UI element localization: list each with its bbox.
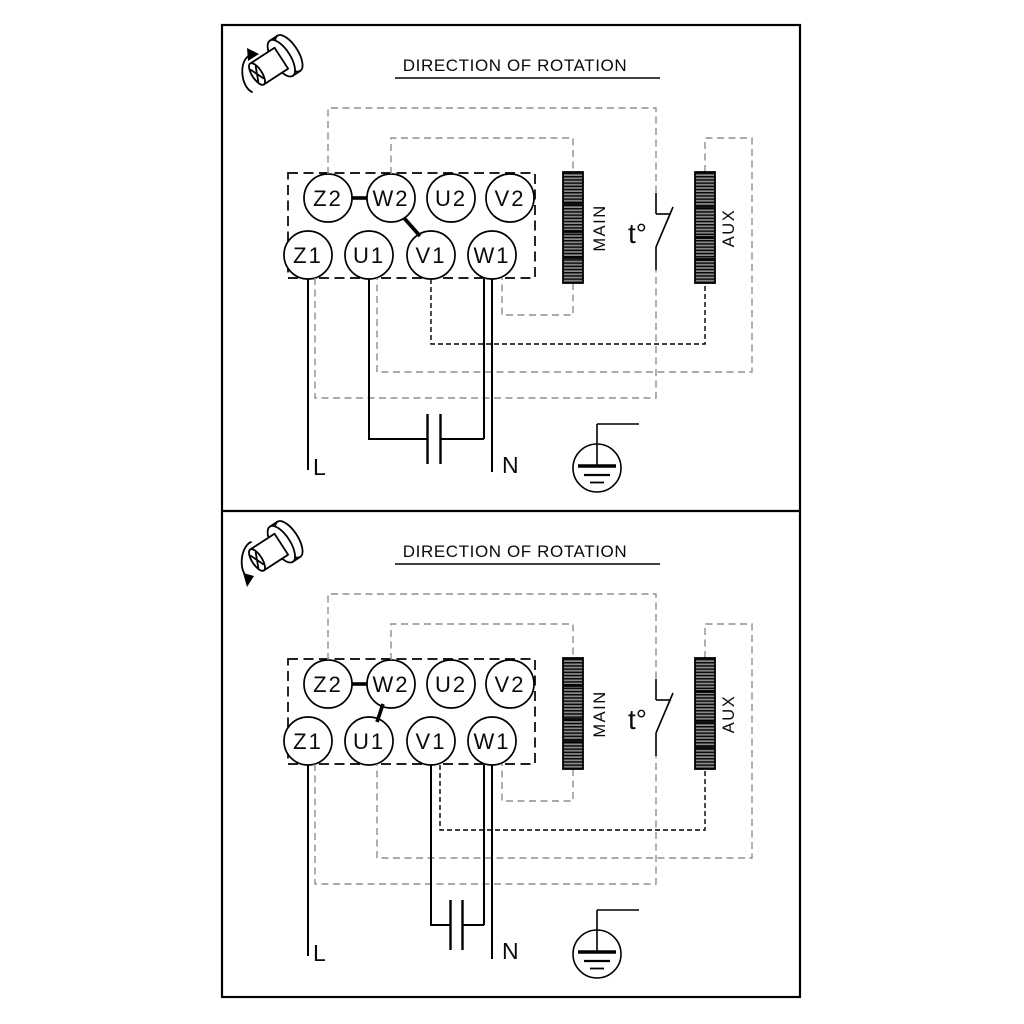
terminal-label-u2: U2	[434, 672, 468, 697]
supply-wiring	[308, 765, 519, 966]
panel-rotation-2	[241, 517, 752, 978]
aux-winding-label: AUX	[720, 208, 738, 248]
thermal-switch-label: t°	[628, 218, 647, 249]
terminal-label-v1: V1	[415, 729, 447, 754]
earth-ground-symbol	[573, 424, 639, 492]
thermal-switch-label: t°	[628, 704, 647, 735]
wire-w2-main-top	[391, 624, 573, 660]
coil-band	[564, 202, 582, 205]
neutral-label: N	[502, 938, 519, 964]
terminal-board	[284, 659, 535, 765]
terminal-label-z1: Z1	[293, 243, 323, 268]
coil-band	[696, 746, 714, 749]
aux-winding-coil	[695, 658, 715, 769]
thermal-switch-blade	[656, 207, 673, 247]
coil-band	[696, 690, 714, 693]
rotation-direction-icon	[241, 517, 307, 587]
wire-z1-thermal-bottom	[315, 756, 656, 884]
terminal-label-w2: W2	[372, 186, 410, 211]
panel-title: DIRECTION OF ROTATION	[402, 56, 628, 75]
terminal-label-u1: U1	[352, 729, 386, 754]
coil-band	[696, 258, 714, 261]
wire-v1-aux-bottom	[431, 279, 705, 344]
thermal-switch	[628, 679, 673, 756]
main-winding-label: MAIN	[591, 690, 609, 738]
bridge-link-w2-v1	[404, 218, 420, 236]
terminal-label-v2: V2	[494, 186, 526, 211]
rotation-arrow-head-down-icon	[243, 573, 254, 587]
coil-band	[696, 206, 714, 209]
terminal-label-w2: W2	[372, 672, 410, 697]
main-winding-coil	[563, 172, 583, 283]
line-label: L	[313, 940, 326, 966]
main-winding	[563, 658, 609, 769]
terminal-label-v1: V1	[415, 243, 447, 268]
aux-winding	[695, 658, 738, 769]
coil-band	[564, 256, 582, 259]
main-winding	[563, 172, 609, 283]
aux-winding-coil	[695, 172, 715, 283]
main-winding-label: MAIN	[591, 204, 609, 252]
terminal-label-u1: U1	[352, 243, 386, 268]
terminal-label-w1: W1	[473, 243, 511, 268]
wire-w2-main-top	[391, 138, 573, 174]
coil-band	[564, 740, 582, 743]
terminal-label-u2: U2	[434, 186, 468, 211]
aux-winding	[695, 172, 738, 283]
wire-z1-thermal-bottom	[315, 270, 656, 398]
neutral-label: N	[502, 452, 519, 478]
terminal-label-z2: Z2	[313, 672, 343, 697]
earth-ground-symbol	[573, 910, 639, 978]
rotation-direction-icon	[241, 31, 307, 95]
terminal-board	[284, 173, 535, 279]
aux-winding-label: AUX	[720, 694, 738, 734]
coil-band	[564, 684, 582, 687]
terminal-label-v2: V2	[494, 672, 526, 697]
supply-wiring	[308, 279, 519, 480]
panel-title: DIRECTION OF ROTATION	[402, 542, 628, 561]
thermal-switch	[628, 193, 673, 270]
coil-band	[696, 236, 714, 239]
terminal-label-w1: W1	[473, 729, 511, 754]
line-label: L	[313, 454, 326, 480]
panel-rotation-1	[241, 31, 752, 492]
thermal-switch-blade	[656, 693, 673, 733]
terminal-label-z1: Z1	[293, 729, 323, 754]
terminal-label-z2: Z2	[313, 186, 343, 211]
coil-band	[564, 230, 582, 233]
main-winding-coil	[563, 658, 583, 769]
coil-band	[696, 720, 714, 723]
coil-band	[564, 718, 582, 721]
rotation-arrow-arc	[242, 542, 251, 578]
